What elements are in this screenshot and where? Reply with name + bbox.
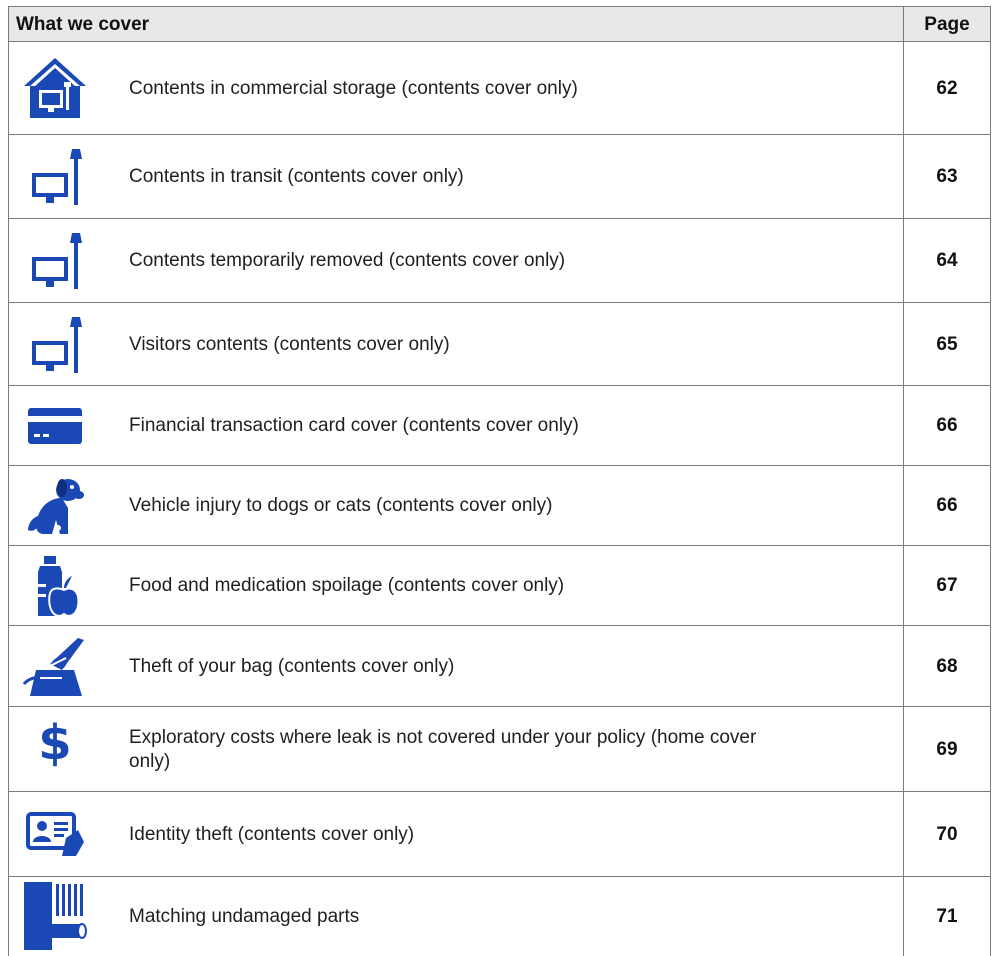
house-with-tv-icon xyxy=(22,56,88,120)
row-page: 66 xyxy=(936,495,958,516)
table-row xyxy=(8,219,991,303)
table-row xyxy=(8,707,991,792)
bottle-and-apple-icon xyxy=(22,554,88,618)
row-label: Food and medication spoilage (contents cover only) xyxy=(129,575,565,596)
table-right-border xyxy=(990,6,991,956)
row-label: Visitors contents (contents cover only) xyxy=(129,333,450,355)
row-page: 67 xyxy=(936,575,958,596)
row-label: Financial transaction card cover (contents cover only) xyxy=(129,415,579,436)
row-page: 70 xyxy=(936,823,958,845)
tv-and-lamp-icon xyxy=(22,313,88,377)
table-row xyxy=(8,466,991,546)
row-page: 71 xyxy=(936,905,958,927)
table-row xyxy=(8,42,991,135)
table-row xyxy=(8,303,991,386)
table-row xyxy=(8,792,991,877)
row-page: 65 xyxy=(936,333,958,355)
row-label: Exploratory costs where leak is not covered under your policy (home cover only) xyxy=(129,726,757,772)
tv-and-lamp-icon xyxy=(22,229,88,293)
credit-card-icon xyxy=(22,394,88,458)
row-label: Identity theft (contents cover only) xyxy=(129,823,415,845)
row-page: 63 xyxy=(936,166,958,187)
row-page: 66 xyxy=(936,415,958,436)
table-row xyxy=(8,386,991,466)
id-card-icon xyxy=(22,802,88,866)
row-page: 68 xyxy=(936,655,958,677)
table-row xyxy=(8,546,991,626)
table-row xyxy=(8,626,991,707)
table-row xyxy=(8,877,991,956)
row-page: 64 xyxy=(936,250,958,271)
svg-text:$: $ xyxy=(38,715,72,771)
header-page: Page xyxy=(924,14,970,35)
header-what-we-cover: What we cover xyxy=(16,14,150,35)
tv-and-lamp-icon xyxy=(22,145,88,209)
row-label: Contents in transit (contents cover only) xyxy=(129,166,464,187)
column-divider xyxy=(903,6,904,956)
table-row xyxy=(8,135,991,219)
dog-icon xyxy=(22,474,88,538)
wall-and-pipe-icon xyxy=(22,883,88,947)
row-label: Matching undamaged parts xyxy=(129,905,360,927)
table-header xyxy=(8,6,991,42)
bag-theft-icon xyxy=(22,634,88,698)
row-label: Contents in commercial storage (contents cover only) xyxy=(129,77,578,99)
row-page: 69 xyxy=(936,738,958,760)
row-label: Vehicle injury to dogs or cats (contents cover only) xyxy=(129,495,553,516)
table-left-border xyxy=(8,6,9,956)
row-page: 62 xyxy=(936,77,958,99)
cover-table xyxy=(8,6,991,956)
row-label: Theft of your bag (contents cover only) xyxy=(129,655,455,677)
dollar-sign-icon xyxy=(22,709,88,773)
row-label: Contents temporarily removed (contents cover only) xyxy=(129,250,566,271)
